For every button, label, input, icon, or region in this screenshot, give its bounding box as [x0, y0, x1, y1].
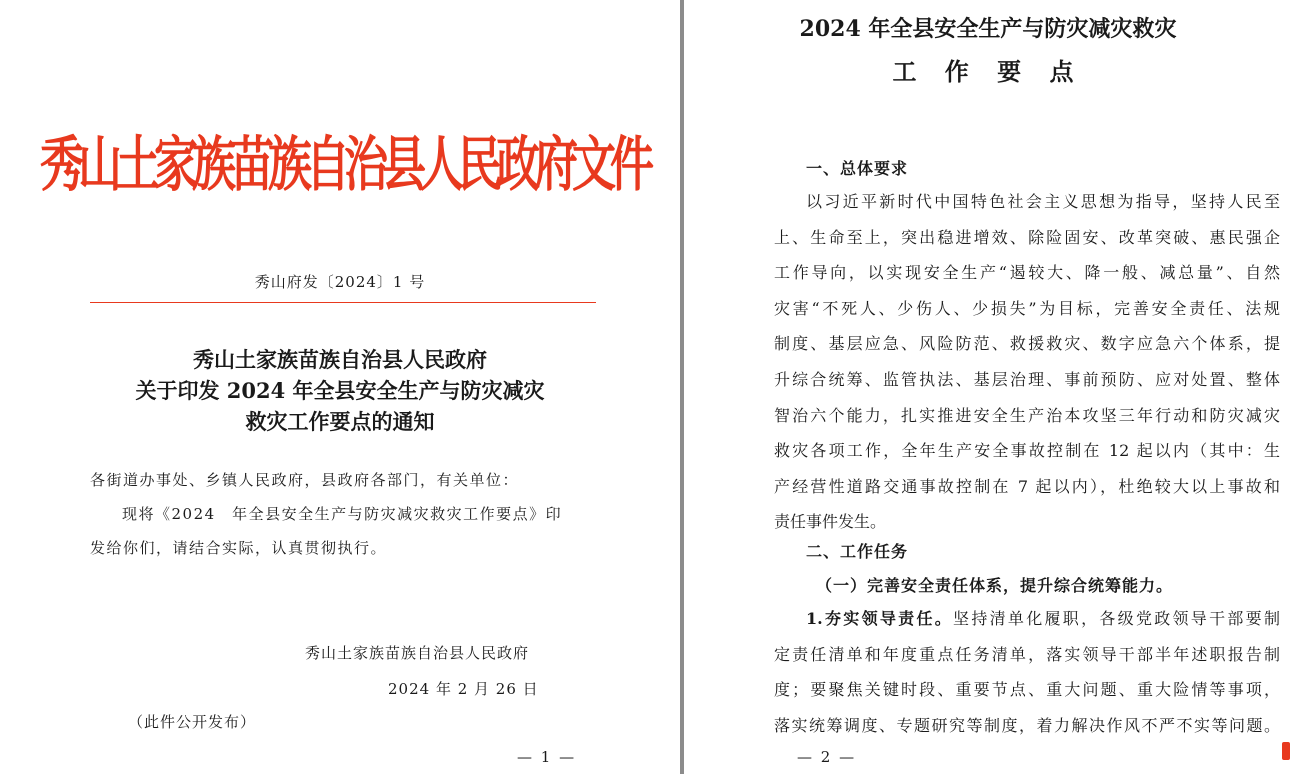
paragraph-line: 灾害“不死人、少伤人、少损失”为目标，完善安全责任、法规 — [774, 298, 1280, 318]
page-2 — [684, 0, 1292, 774]
paragraph-line: 工作导向，以实现安全生产“遏较大、降一般、减总量”、自然 — [774, 263, 1280, 283]
issue-date: 2024 年 2 月 26 日 — [388, 680, 539, 698]
paragraph-line: 上、生命至上，突出稳进增效、除险固安、改革突破、惠民强企 — [774, 227, 1280, 247]
plan-title: 2024 年全县安全生产与防灾减灾救灾 — [799, 16, 1177, 42]
section-heading: 一、总体要求 — [806, 159, 909, 178]
body-line: 发给你们，请结合实际，认真贯彻执行。 — [90, 539, 388, 557]
paragraph-line: 责任事件发生。 — [774, 512, 887, 532]
section1-paragraph — [774, 184, 1280, 540]
document-number: 秀山府发〔2024〕1 号 — [254, 273, 426, 291]
page-number: — 2 — — [797, 748, 857, 766]
section-heading: 二、工作任务 — [806, 542, 909, 561]
signature: 秀山土家族苗族自治县人民政府 — [305, 644, 530, 662]
paragraph-line: 升综合统筹、监管执法、基层治理、事前预防、应对处置、整体 — [774, 369, 1280, 389]
publication-note: （此件公开发布） — [128, 713, 257, 731]
item1-paragraph — [774, 601, 1280, 743]
notice-title-line: 关于印发 2024 年全县安全生产与防灾减灾 — [135, 378, 545, 403]
notice-title-line: 救灾工作要点的通知 — [245, 409, 435, 434]
paragraph-line: 产经营性道路交通事故控制在 7 起以内），杜绝较大以上事故和 — [774, 476, 1280, 496]
corner-mark — [1282, 742, 1290, 760]
item-text: 坚持清单化履职，各级党政领导干部要制 — [953, 609, 1280, 628]
paragraph-line: 智治六个能力，扎实推进安全生产治本攻坚三年行动和防灾减灾 — [774, 405, 1280, 425]
paragraph-line: 制度、基层应急、风险防范、救援救灾、数字应急六个体系，提 — [774, 334, 1280, 354]
body-line: 现将《2024 年全县安全生产与防灾减灾救灾工作要点》印 — [122, 505, 563, 523]
notice-title — [0, 344, 680, 437]
red-rule-divider — [90, 302, 596, 303]
paragraph-line: 落实统筹调度、专题研究等制度，着力解决作风不严不实等问题。 — [774, 715, 1280, 735]
paragraph-line: 以习近平新时代中国特色社会主义思想为指导，坚持人民至 — [806, 192, 1280, 211]
paragraph-line: 定责任清单和年度重点任务清单，落实领导干部半年述职报告制 — [774, 644, 1280, 664]
item-title: 1.夯实领导责任。 — [806, 609, 954, 628]
plan-subtitle: 工 作 要 点 — [892, 57, 1084, 86]
addressee: 各街道办事处、乡镇人民政府，县政府各部门，有关单位： — [90, 471, 520, 489]
subsection-heading: （一）完善安全责任体系，提升综合统筹能力。 — [816, 576, 1174, 595]
notice-title-line: 秀山土家族苗族自治县人民政府 — [193, 347, 487, 372]
paragraph-line: 度；要聚焦关键时段、重要节点、重大问题、重大险情等事项， — [774, 680, 1280, 700]
page-number: — 1 — — [517, 748, 577, 766]
paragraph-line — [774, 601, 1280, 637]
document-header: 秀山土家族苗族自治县人民政府文件 — [40, 130, 648, 200]
paragraph-line: 救灾各项工作，全年生产安全事故控制在 12 起以内（其中：生 — [774, 441, 1280, 461]
